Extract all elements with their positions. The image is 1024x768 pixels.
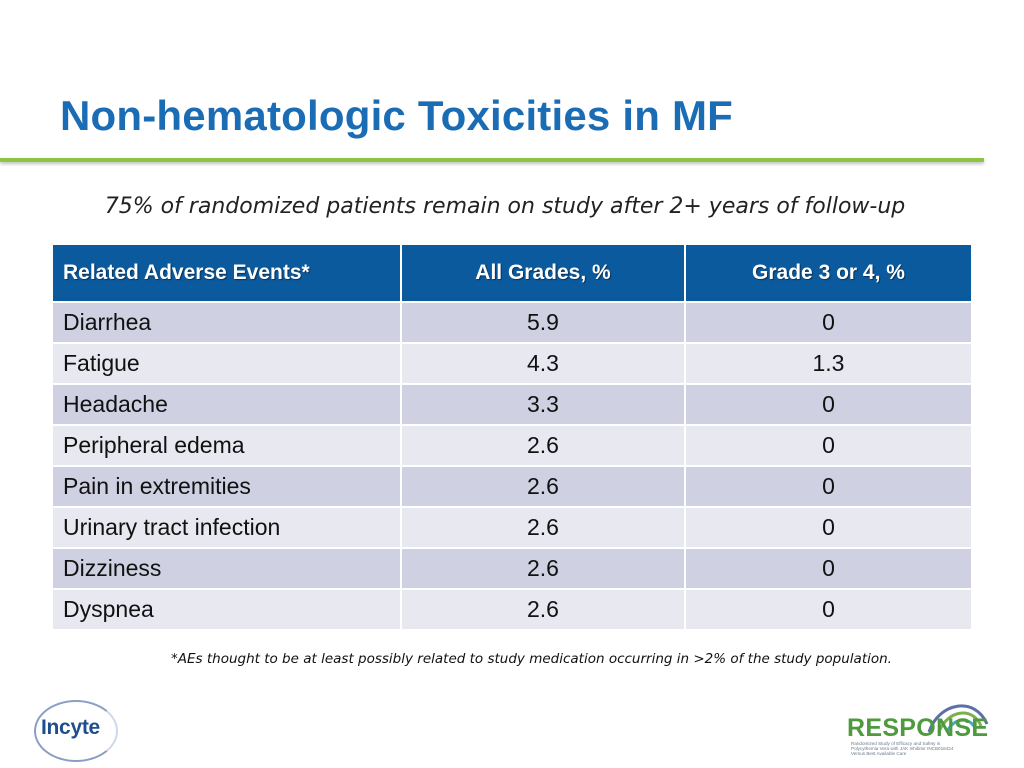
grade-3-4-value: 0 — [685, 548, 972, 589]
table-row — [52, 466, 972, 507]
event-name: Fatigue — [52, 343, 401, 384]
all-grades-value: 3.3 — [401, 384, 685, 425]
response-tagline: Randomized Study of Efficacy and Safety in Polycythemia Vera with JAK Inhibitor INCB018424 Versus Best Available Care — [851, 741, 954, 757]
event-name: Urinary tract infection — [52, 507, 401, 548]
all-grades-value: 2.6 — [401, 589, 685, 630]
table-row — [52, 384, 972, 425]
slide-subtitle: 75% of randomized patients remain on study after 2+ years of follow-up — [104, 194, 906, 219]
response-logo — [845, 694, 995, 764]
column-header-all-grades: All Grades, % — [401, 244, 685, 302]
column-header-grade-3-4: Grade 3 or 4, % — [685, 244, 972, 302]
slide-title: Non-hematologic Toxicities in MF — [60, 92, 733, 139]
grade-3-4-value: 0 — [685, 466, 972, 507]
table-row — [52, 548, 972, 589]
grade-3-4-value: 0 — [685, 384, 972, 425]
all-grades-value: 2.6 — [401, 425, 685, 466]
column-header-event: Related Adverse Events* — [52, 244, 401, 302]
all-grades-value: 4.3 — [401, 343, 685, 384]
grade-3-4-value: 1.3 — [685, 343, 972, 384]
table-row — [52, 343, 972, 384]
event-name: Headache — [52, 384, 401, 425]
adverse-events-table — [51, 243, 973, 631]
event-name: Dizziness — [52, 548, 401, 589]
table-header-row — [52, 244, 972, 302]
event-name: Dyspnea — [52, 589, 401, 630]
all-grades-value: 2.6 — [401, 466, 685, 507]
event-name: Diarrhea — [52, 302, 401, 343]
grade-3-4-value: 0 — [685, 302, 972, 343]
table-row — [52, 425, 972, 466]
incyte-logo — [34, 700, 118, 762]
event-name: Pain in extremities — [52, 466, 401, 507]
table-row — [52, 302, 972, 343]
all-grades-value: 2.6 — [401, 507, 685, 548]
table-row — [52, 589, 972, 630]
grade-3-4-value: 0 — [685, 425, 972, 466]
grade-3-4-value: 0 — [685, 589, 972, 630]
event-name: Peripheral edema — [52, 425, 401, 466]
all-grades-value: 2.6 — [401, 548, 685, 589]
response-wordmark: RESPONSE — [847, 714, 989, 742]
title-divider — [0, 158, 984, 162]
table-row — [52, 507, 972, 548]
all-grades-value: 5.9 — [401, 302, 685, 343]
incyte-wordmark: Incyte — [41, 716, 100, 739]
grade-3-4-value: 0 — [685, 507, 972, 548]
table-footnote: *AEs thought to be at least possibly related to study medication occurring in >2% of the study population. — [171, 651, 892, 667]
